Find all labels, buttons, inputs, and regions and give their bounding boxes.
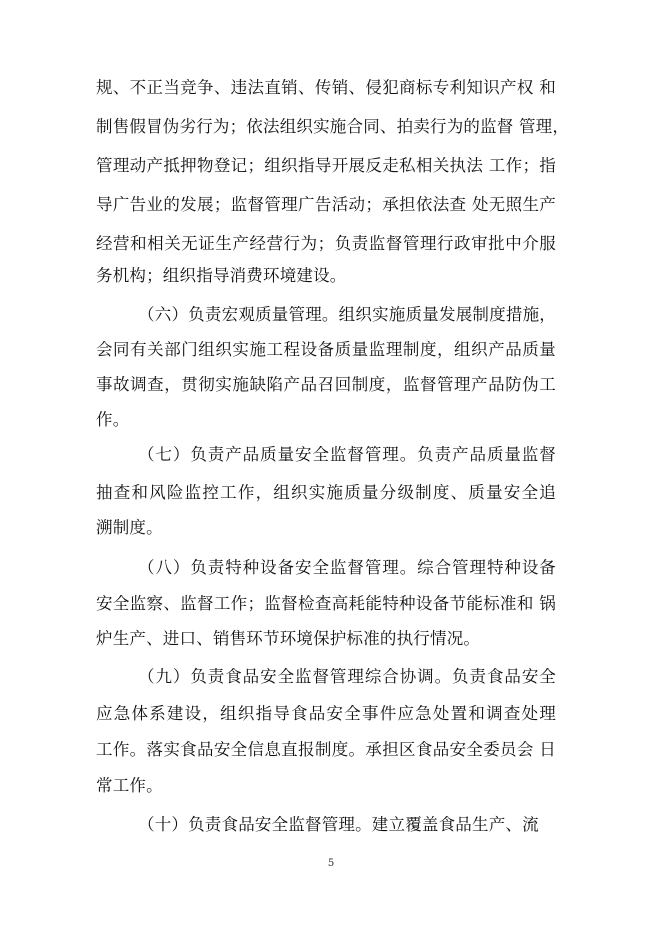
text-line: 安全监察、监督工作；监督检查高耗能特种设备节能标准和 锅 [96, 594, 556, 613]
text-line: 制售假冒伪劣行为；依法组织实施合同、拍卖行为的监督 管理， [96, 117, 570, 136]
text-line: 工作。落实食品安全信息直报制度。承担区食品安全委员会 日 [96, 740, 556, 759]
page-number: 5 [327, 858, 335, 869]
paragraph-eight-heading-line: （八）负责特种设备安全监督管理。综合管理特种设备 [138, 558, 556, 577]
text-line: 会同有关部门组织实施工程设备质量监理制度，组织产品质量 [96, 340, 556, 359]
text-line: 炉生产、进口、销售环节环境保护标准的执行情况。 [96, 629, 481, 648]
text-line: 务机构；组织指导消费环境建设。 [96, 266, 347, 285]
text-line: 事故调查，贯彻实施缺陷产品召回制度，监督管理产品防伪工 [96, 375, 556, 394]
paragraph-six-heading-line: （六）负责宏观质量管理。组织实施质量发展制度措施， [138, 305, 556, 324]
text-line: 作。 [96, 410, 130, 429]
text-line: 溯制度。 [96, 518, 163, 537]
paragraph-ten-heading-line: （十）负责食品安全监督管理。建立覆盖食品生产、流 [138, 815, 539, 834]
text-line: 规、不正当竞争、违法直销、传销、侵犯商标专利知识产权 和 [96, 78, 556, 97]
text-line: 抽查和风险监控工作，组织实施质量分级制度、质量安全追 [96, 483, 556, 502]
text-line: 经营和相关无证生产经营行为；负责监督管理行政审批中介服 [96, 234, 556, 253]
text-line: 管理动产抵押物登记；组织指导开展反走私相关执法 工作；指 [96, 156, 556, 175]
paragraph-seven-heading-line: （七）负责产品质量安全监督管理。负责产品质量监督 [138, 445, 556, 464]
text-line: 应急体系建设，组织指导食品安全事件应急处置和调查处理 [96, 704, 556, 723]
paragraph-nine-heading-line: （九）负责食品安全监督管理综合协调。负责食品安全 [138, 667, 556, 686]
text-line: 导广告业的发展；监督管理广告活动；承担依法查 处无照生产 [96, 195, 556, 214]
text-line: 常工作。 [96, 776, 163, 795]
